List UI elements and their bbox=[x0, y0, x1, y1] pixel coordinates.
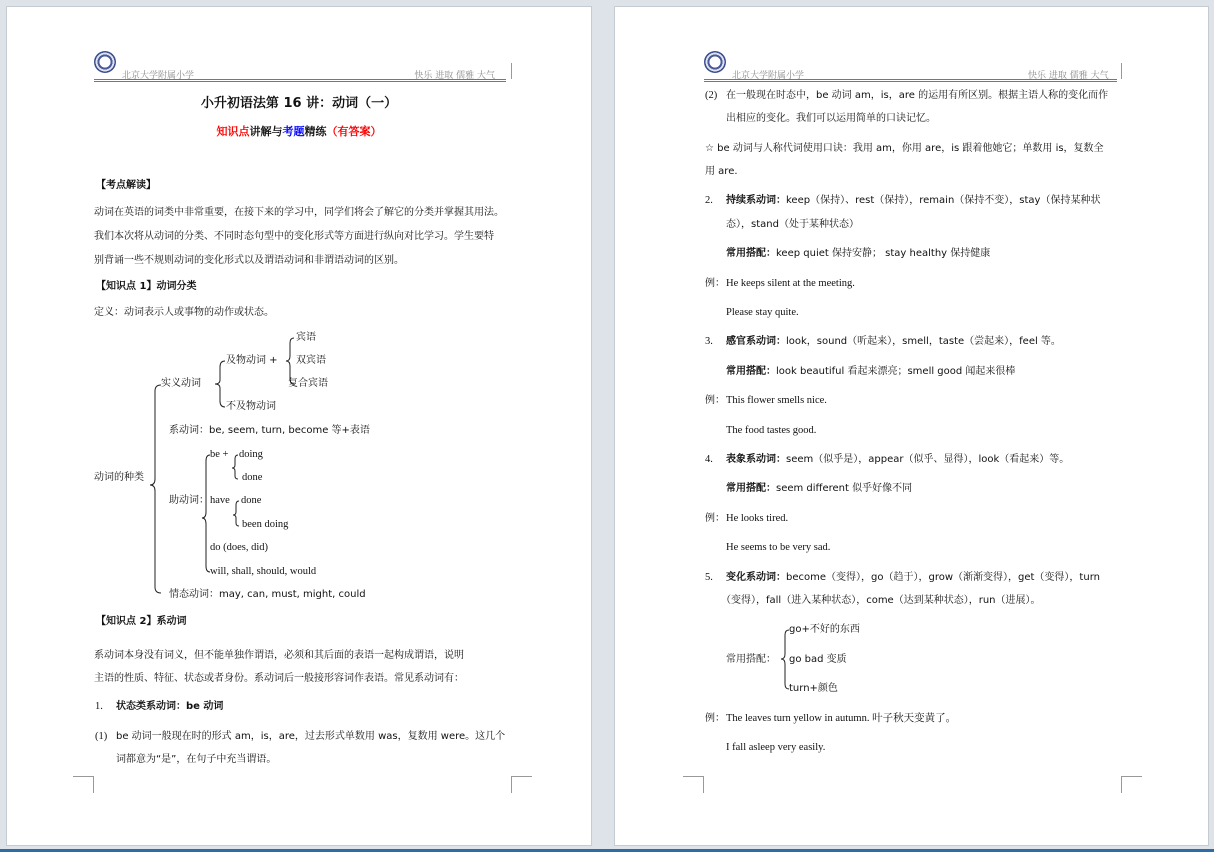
list-number: 3. bbox=[705, 336, 713, 347]
collocation-label: 常用搭配： bbox=[726, 483, 776, 494]
list-number: 2. bbox=[705, 195, 713, 206]
paragraph-line: 别背诵一些不规则动词的变化形式以及谓语动词和非谓语动词的区别。 bbox=[94, 255, 404, 266]
tree-intransitive: 不及物动词 bbox=[226, 401, 276, 412]
paragraph-line: 出相应的变化。我们可以运用简单的口诀记忆。 bbox=[726, 113, 936, 124]
tree-auxiliary: 助动词： bbox=[169, 495, 209, 506]
page-title: 小升初语法第 16 讲：动词（一） bbox=[200, 96, 398, 111]
tree-complex-object: 复合宾语 bbox=[288, 378, 328, 389]
tree-do: do (does, did) bbox=[210, 542, 269, 553]
collocation-label: 常用搭配： bbox=[726, 366, 776, 377]
tree-be-plus: be + bbox=[210, 449, 229, 460]
paragraph-line: 在一般现在时态中，be 动词 am，is，are 的运用有所区别。根据主语人称的变化而作 bbox=[726, 90, 1109, 101]
paragraph-line: 主语的性质、特征、状态或者身份。系动词后一般接形容词作表语。常见系动词有： bbox=[94, 673, 464, 684]
tree-will: will, shall, should, would bbox=[210, 566, 317, 577]
collocation-text: look beautiful 看起来漂亮；smell good 闻起来很棒 bbox=[776, 366, 1016, 377]
example-sentence: The food tastes good. bbox=[726, 425, 817, 436]
item-text: become（变得），go（趋于），grow（渐渐变得），get（变得），turn bbox=[786, 572, 1100, 583]
tree-been-doing: been doing bbox=[242, 519, 289, 530]
example-sentence: Please stay quite. bbox=[726, 307, 799, 318]
collocation-text: seem different 似乎好像不同 bbox=[776, 483, 913, 494]
tree-linking: 系动词：be, seem, turn, become 等+表语 bbox=[169, 425, 370, 436]
collocation-label: 常用搭配： bbox=[726, 248, 776, 259]
item-text-cont: 态），stand（处于某种状态） bbox=[726, 219, 859, 230]
tree-braces bbox=[7, 7, 593, 847]
tree-transitive: 及物动词 + bbox=[226, 355, 278, 366]
paragraph-line: 词都意为“是”，在句子中充当谓语。 bbox=[116, 754, 277, 765]
tree-notional: 实义动词 bbox=[161, 378, 201, 389]
tree-modal: 情态动词：may, can, must, might, could bbox=[169, 589, 366, 600]
section-heading: 【知识点 2】系动词 bbox=[96, 616, 187, 627]
paragraph-line: 动词在英语的词类中非常重要，在接下来的学习中，同学们将会了解它的分类并掌握其用法。 bbox=[94, 207, 504, 218]
item-title: 感官系动词： bbox=[726, 336, 786, 347]
example-sentence: I fall asleep very easily. bbox=[726, 742, 826, 753]
brace-notional bbox=[215, 361, 225, 407]
brace-be bbox=[232, 455, 238, 479]
example-label: 例： bbox=[705, 513, 725, 524]
collocation-option: go bad 变质 bbox=[789, 654, 847, 665]
paragraph-line: be 动词一般现在时的形式 am，is，are，过去形式单数用 was，复数用 were。这几个 bbox=[116, 731, 506, 742]
example-sentence: He looks tired. bbox=[726, 513, 789, 524]
tree-have-done: done bbox=[241, 495, 262, 506]
item-title: 持续系动词： bbox=[726, 195, 786, 206]
subtitle-explain: 讲解与 bbox=[249, 125, 283, 138]
tree-done: done bbox=[242, 472, 263, 483]
collocation-text: keep quiet 保持安静； stay healthy 保持健康 bbox=[776, 248, 991, 259]
example-label: 例： bbox=[705, 278, 725, 289]
document-page-1 bbox=[6, 6, 592, 846]
collocation-option: turn+颜色 bbox=[789, 683, 838, 694]
tree-object: 宾语 bbox=[296, 332, 316, 343]
subtitle-knowledge: 知识点 bbox=[216, 125, 250, 138]
section-heading: 【考点解读】 bbox=[96, 180, 156, 191]
item-text: keep（保持）、rest（保持），remain（保持不变），stay（保持某种状 bbox=[786, 195, 1101, 206]
subtitle-practice: 精练 bbox=[304, 125, 327, 138]
item-title: 变化系动词： bbox=[726, 572, 786, 583]
mnemonic-line: ☆ be 动词与人称代词使用口诀：我用 am，你用 are，is 跟着他她它；单数用 is，复数全 bbox=[705, 143, 1104, 154]
subtitle-answers: （有答案） bbox=[326, 125, 382, 138]
brace-root bbox=[150, 385, 161, 593]
item-text: look，sound（听起来），smell，taste（尝起来），feel 等。 bbox=[786, 336, 1061, 347]
collocation-label: 常用搭配： bbox=[726, 654, 776, 665]
list-number: (2) bbox=[705, 90, 718, 101]
header-motto: 快乐 进取 儒雅 大气 bbox=[1028, 71, 1109, 81]
example-sentence: He keeps silent at the meeting. bbox=[726, 278, 855, 289]
section-heading: 【知识点 1】动词分类 bbox=[96, 281, 197, 292]
mnemonic-line: 用 are. bbox=[705, 166, 738, 177]
example-sentence: The leaves turn yellow in autumn. 叶子秋天变黄了。 bbox=[726, 713, 957, 724]
example-sentence: This flower smells nice. bbox=[726, 395, 827, 406]
list-number: 5. bbox=[705, 572, 713, 583]
paragraph-line: 系动词本身没有词义，但不能单独作谓语，必须和其后面的表语一起构成谓语，说明 bbox=[94, 650, 464, 661]
item-title: 表象系动词： bbox=[726, 454, 786, 465]
brace-have bbox=[233, 501, 239, 526]
item-text: seem（似乎是），appear（似乎、显得），look（看起来）等。 bbox=[786, 454, 1070, 465]
tree-double-object: 双宾语 bbox=[296, 355, 326, 366]
example-sentence: He seems to be very sad. bbox=[726, 542, 831, 553]
tree-have: have bbox=[210, 495, 230, 506]
header-school-name: 北京大学附属小学 bbox=[122, 71, 195, 81]
list-number: 1. bbox=[95, 701, 103, 712]
list-item-title: 状态类系动词：be 动词 bbox=[116, 701, 224, 712]
header-school-name: 北京大学附属小学 bbox=[732, 71, 805, 81]
list-number: 4. bbox=[705, 454, 713, 465]
header-motto: 快乐 进取 儒雅 大气 bbox=[414, 71, 495, 81]
collocation-option: go+不好的东西 bbox=[789, 624, 860, 635]
example-label: 例： bbox=[705, 713, 725, 724]
example-label: 例： bbox=[705, 395, 725, 406]
document-page-2 bbox=[614, 6, 1209, 846]
list-number: (1) bbox=[95, 731, 108, 742]
subtitle-exam: 考题 bbox=[282, 125, 305, 138]
brace-auxiliary bbox=[202, 455, 210, 572]
item-text-cont: （变得），fall（进入某种状态），come（达到某种状态），run（进展）。 bbox=[721, 595, 1041, 606]
paragraph-line: 我们本次将从动词的分类、不同时态句型中的变化形式等方面进行纵向对比学习。学生要特 bbox=[94, 231, 494, 242]
definition: 定义：动词表示人或事物的动作或状态。 bbox=[94, 307, 274, 318]
tree-root: 动词的种类 bbox=[94, 472, 144, 483]
brace-objects bbox=[286, 338, 294, 384]
tree-doing: doing bbox=[239, 449, 263, 460]
